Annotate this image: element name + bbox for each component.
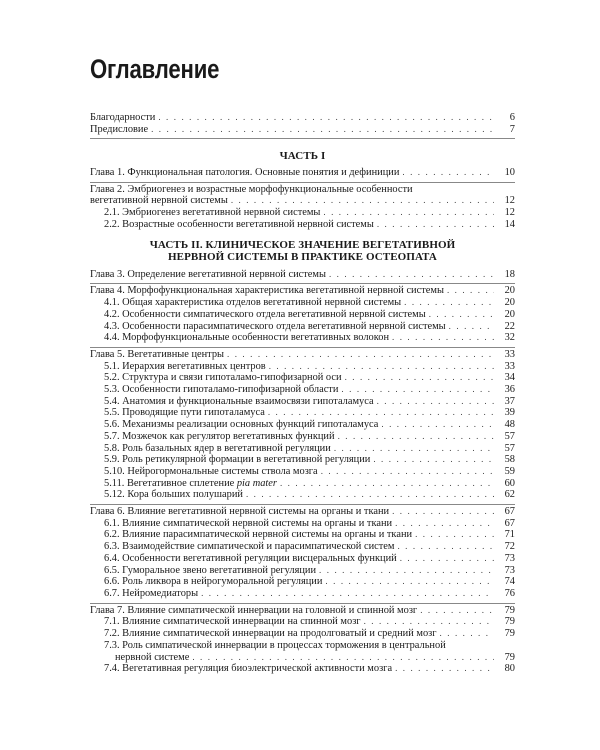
toc-entry-section[interactable]: [90, 207, 515, 219]
leader-dots: [246, 489, 494, 501]
toc-entry-page: 34: [504, 372, 515, 384]
toc-entry-section[interactable]: [90, 553, 515, 565]
toc-entry-chapter-7[interactable]: [90, 605, 515, 617]
leader-dots: [227, 349, 494, 361]
leader-dots: [341, 384, 494, 396]
leader-dots: [397, 541, 494, 553]
toc-entry-section[interactable]: [90, 431, 515, 443]
toc-entry-title: Глава 7. Влияние симпатической иннервации на головной и спинной мозг: [90, 604, 418, 616]
toc-entry-page: 10: [504, 167, 515, 178]
toc-entry-section[interactable]: [90, 219, 515, 231]
toc-entry-title: 5.12. Кора больших полушарий: [104, 489, 243, 501]
toc-entry-section[interactable]: [90, 663, 515, 675]
toc-entry-page: 79: [504, 616, 515, 628]
toc-entry-title: 5.4. Анатомия и функциональные взаимосвязи гипоталамуса: [104, 395, 374, 407]
toc-entry-acknowledgements[interactable]: [90, 112, 515, 124]
toc-entry-title: 6.3. Взаимодействие симпатической и парасимпатической систем: [104, 541, 395, 553]
toc-entry-page: 79: [504, 604, 515, 616]
leader-dots: [415, 529, 494, 541]
toc-entry-page: 22: [504, 320, 515, 332]
toc-entry-preface[interactable]: [90, 124, 515, 136]
leader-dots: [395, 518, 494, 530]
toc-entry-page: 20: [504, 308, 515, 320]
toc-entry-title: 6.5. Гуморальное звено вегетативной регуляции: [104, 564, 317, 576]
table-of-contents: [90, 112, 515, 675]
toc-entry-title: Глава 3. Определение вегетативной нервной системы: [90, 268, 326, 280]
leader-dots: [377, 396, 494, 408]
toc-entry-section[interactable]: [90, 384, 515, 396]
divider: [90, 603, 515, 604]
toc-entry-page: 80: [504, 663, 515, 675]
leader-dots: [158, 112, 494, 124]
toc-entry-section[interactable]: [90, 565, 515, 577]
toc-entry-title: 5.5. Проводящие пути гипоталамуса: [104, 407, 265, 419]
toc-entry-title: Глава 1. Функциональная патология. Основные понятия и дефиниции: [90, 167, 400, 178]
toc-entry-title: 6.1. Влияние симпатической нервной системы на органы и ткани: [104, 517, 393, 529]
toc-entry-chapter-3[interactable]: [90, 269, 515, 281]
leader-dots: [392, 332, 494, 344]
leader-dots: [420, 605, 494, 617]
leader-dots: [402, 167, 494, 179]
toc-entry-section[interactable]: [90, 652, 515, 664]
toc-entry-page: 6: [509, 112, 515, 123]
toc-entry-page: 20: [504, 285, 515, 297]
leader-dots: [404, 297, 494, 309]
toc-entry-page: 12: [504, 207, 515, 219]
toc-entry-section-line1[interactable]: [90, 640, 515, 652]
part-2-heading-line2: НЕРВНОЙ СИСТЕМЫ В ПРАКТИКЕ ОСТЕОПАТА: [168, 251, 437, 264]
toc-entry-title: 4.1. Общая характеристика отделов вегетативной нервной системы: [104, 297, 402, 309]
part-2-heading-line1: ЧАСТЬ II. КЛИНИЧЕСКОЕ ЗНАЧЕНИЕ ВЕГЕТАТИВНОЙ: [149, 238, 456, 251]
toc-entry-page: 57: [504, 442, 515, 454]
toc-entry-page: 79: [504, 628, 515, 640]
toc-entry-page: 14: [504, 218, 515, 230]
leader-dots: [319, 565, 494, 577]
divider: [90, 504, 515, 505]
toc-entry-title: 5.10. Нейрогормональные системы ствола мозга: [104, 465, 318, 477]
leader-dots: [373, 454, 494, 466]
leader-dots: [321, 466, 494, 478]
toc-entry-page: 37: [504, 395, 515, 407]
leader-dots: [231, 195, 494, 207]
toc-entry-chapter-1[interactable]: [90, 167, 515, 179]
toc-entry-section[interactable]: [90, 478, 515, 490]
toc-entry-section[interactable]: [90, 309, 515, 321]
toc-entry-section[interactable]: [90, 321, 515, 333]
toc-entry-page: 74: [504, 576, 515, 588]
part-1-heading: ЧАСТЬ I: [279, 150, 326, 163]
leader-dots: [392, 506, 494, 518]
toc-entry-title: 7.4. Вегетативная регуляция биоэлектрической активности мозга: [104, 663, 393, 675]
leader-dots: [364, 616, 494, 628]
toc-entry-section[interactable]: [90, 407, 515, 419]
toc-entry-section[interactable]: [90, 541, 515, 553]
leader-dots: [395, 663, 494, 675]
toc-entry-title: Глава 5. Вегетативные центры: [90, 348, 225, 360]
toc-entry-title: Предисловие: [90, 123, 149, 135]
toc-entry-section[interactable]: [90, 372, 515, 384]
toc-entry-section[interactable]: [90, 443, 515, 455]
toc-entry-section[interactable]: [90, 396, 515, 408]
leader-dots: [201, 588, 494, 600]
divider: [90, 182, 515, 183]
toc-entry-title: 5.3. Особенности гипоталамо-гипофизарной области: [104, 384, 339, 396]
toc-entry-page: 20: [504, 297, 515, 309]
toc-entry-title: Благодарности: [90, 112, 156, 123]
toc-entry-title: [104, 478, 277, 490]
leader-dots: [334, 443, 494, 455]
leader-dots: [268, 407, 494, 419]
toc-entry-page: 71: [504, 529, 515, 541]
toc-entry-page: 12: [504, 195, 515, 207]
toc-entry-title: 5.9. Роль ретикулярной формации в вегетативной регуляции: [104, 454, 371, 466]
toc-entry-title: 5.8. Роль базальных ядер в вегетативной регуляции: [104, 442, 331, 454]
divider: [90, 347, 515, 348]
toc-entry-page: 79: [504, 651, 515, 663]
toc-entry-page: 72: [504, 541, 515, 553]
toc-entry-title: 5.6. Механизмы реализации основных функций гипоталамуса: [104, 419, 379, 431]
toc-entry-page: 58: [504, 454, 515, 466]
toc-entry-title: 5.2. Структура и связи гипоталамо-гипофизарной оси: [104, 372, 342, 384]
toc-entry-page: 73: [504, 552, 515, 564]
toc-entry-section[interactable]: [90, 466, 515, 478]
toc-entry-page: 73: [504, 564, 515, 576]
leader-dots: [449, 321, 494, 333]
toc-entry-title: 6.4. Особенности вегетативной регуляции висцеральных функций: [104, 552, 397, 564]
toc-entry-chapter-2-line1[interactable]: [90, 184, 515, 196]
toc-entry-title: 4.2. Особенности симпатического отдела вегетативной нервной системы: [104, 308, 426, 320]
toc-entry-section[interactable]: [90, 361, 515, 373]
toc-entry-page: 57: [504, 430, 515, 442]
toc-entry-title: Глава 2. Эмбриогенез и возрастные морфофункциональные особенности: [90, 183, 413, 195]
toc-entry-section[interactable]: [90, 454, 515, 466]
toc-entry-page: 67: [504, 517, 515, 529]
toc-entry-chapter-4[interactable]: [90, 285, 515, 297]
leader-dots: [329, 269, 494, 281]
toc-entry-title: 6.2. Влияние парасимпатической нервной системы на органы и ткани: [104, 529, 413, 541]
toc-entry-title: 5.7. Мозжечок как регулятор вегетативных функций: [104, 430, 335, 442]
toc-entry-section[interactable]: [90, 419, 515, 431]
toc-entry-title: 5.1. Иерархия вегетативных центров: [104, 360, 266, 372]
toc-entry-title: 7.1. Влияние симпатической иннервации на спинной мозг: [104, 616, 361, 628]
toc-entry-section[interactable]: [90, 518, 515, 530]
toc-entry-section[interactable]: [90, 332, 515, 344]
section-title-prefix: 5.11. Вегетативное сплетение: [104, 477, 237, 489]
toc-entry-page: 76: [504, 587, 515, 599]
leader-dots: [429, 309, 494, 321]
page-title: Оглавление: [90, 54, 220, 84]
toc-entry-title: Глава 6. Влияние вегетативной нервной системы на органы и ткани: [90, 506, 390, 518]
toc-entry-title: 4.4. Морфофункциональные особенности вегетативных волокон: [104, 332, 390, 344]
toc-entry-section[interactable]: [90, 529, 515, 541]
leader-dots: [325, 576, 494, 588]
toc-entry-page: 39: [504, 407, 515, 419]
part-2-heading: [90, 239, 515, 264]
toc-entry-page: 62: [504, 489, 515, 501]
toc-entry-page: 60: [504, 477, 515, 489]
leader-dots: [447, 285, 494, 297]
leader-dots: [192, 652, 494, 664]
toc-entry-section[interactable]: [90, 297, 515, 309]
toc-entry-section[interactable]: [90, 616, 515, 628]
toc-entry-title: 4.3. Особенности парасимпатического отдела вегетативной нервной системы: [104, 320, 446, 332]
toc-entry-title: 2.2. Возрастные особенности вегетативной нервной системы: [104, 218, 374, 230]
leader-dots: [338, 431, 494, 443]
toc-entry-page: 48: [504, 419, 515, 431]
toc-entry-page: 33: [504, 348, 515, 360]
divider: [90, 283, 515, 284]
toc-entry-title: 7.2. Влияние симпатической иннервации на продолговатый и средний мозг: [104, 628, 437, 640]
toc-entry-title: вегетативной нервной системы: [90, 195, 228, 207]
toc-entry-section[interactable]: [90, 628, 515, 640]
toc-entry-chapter-5[interactable]: [90, 349, 515, 361]
toc-entry-page: 67: [504, 506, 515, 518]
toc-entry-section[interactable]: [90, 576, 515, 588]
section-title-latin-term: pia mater: [236, 477, 277, 489]
toc-entry-page: 59: [504, 465, 515, 477]
leader-dots: [400, 553, 494, 565]
toc-entry-page: 33: [504, 360, 515, 372]
toc-entry-title: нервной системе: [115, 651, 190, 663]
leader-dots: [377, 219, 494, 231]
toc-entry-page: 36: [504, 384, 515, 396]
leader-dots: [345, 372, 494, 384]
toc-entry-title: Глава 4. Морфофункциональная характеристика вегетативной нервной системы: [90, 285, 444, 297]
toc-entry-section[interactable]: [90, 489, 515, 501]
toc-entry-title: 6.6. Роль ликвора в нейрогуморальной регуляции: [104, 576, 323, 588]
toc-entry-title: 7.3. Роль симпатической иннервации в процессах торможения в центральной: [104, 639, 446, 651]
toc-entry-title: 6.7. Нейромедиаторы: [104, 587, 199, 599]
toc-entry-page: 32: [504, 332, 515, 344]
leader-dots: [280, 478, 494, 490]
toc-entry-page: 18: [504, 268, 515, 280]
leader-dots: [269, 361, 494, 373]
toc-entry-title: 2.1. Эмбриогенез вегетативной нервной системы: [104, 207, 321, 219]
leader-dots: [151, 124, 494, 136]
toc-entry-chapter-2[interactable]: [90, 195, 515, 207]
toc-entry-page: 7: [509, 123, 515, 135]
toc-entry-section[interactable]: [90, 588, 515, 600]
divider: [90, 138, 515, 139]
leader-dots: [440, 628, 494, 640]
leader-dots: [381, 419, 494, 431]
toc-entry-chapter-6[interactable]: [90, 506, 515, 518]
leader-dots: [323, 207, 494, 219]
